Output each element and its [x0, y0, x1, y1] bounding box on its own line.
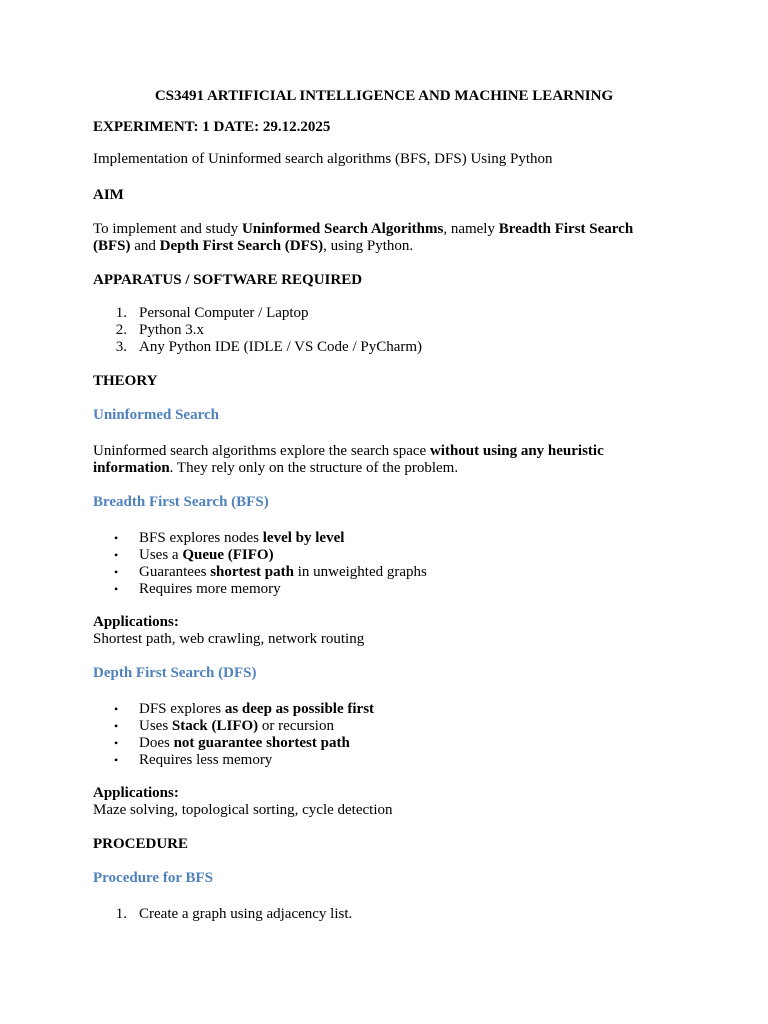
procedure-bfs-heading: Procedure for BFS: [93, 870, 213, 886]
procedure-heading: PROCEDURE: [93, 836, 189, 852]
bullet-text: Does: [139, 735, 174, 751]
dfs-applications-text: Maze solving, topological sorting, cycle detection: [93, 802, 393, 818]
bullet-bold: Queue (FIFO): [182, 547, 274, 563]
uninformed-line-1: [93, 443, 604, 460]
bullet-text: Uses a: [139, 547, 183, 563]
list-item: [139, 735, 350, 752]
list-item: [139, 701, 374, 718]
experiment-line: EXPERIMENT: 1 DATE: 29.12.2025: [93, 119, 331, 135]
aim-bold-term: Breadth First Search: [498, 221, 634, 237]
theory-heading: THEORY: [93, 373, 158, 389]
bullet-bold: shortest path: [210, 564, 294, 580]
bullet-icon: •: [114, 753, 119, 767]
bullet-bold: Stack (LIFO): [171, 718, 259, 734]
list-item: [139, 581, 281, 598]
bullet-text: in unweighted graphs: [293, 564, 427, 580]
theory-text: Uninformed search algorithms explore the search space: [93, 443, 430, 459]
uninformed-search-heading: Uninformed Search: [93, 407, 219, 423]
bullet-text: Uses: [139, 718, 172, 734]
bullet-icon: •: [114, 736, 119, 750]
bfs-applications-label: Applications:: [93, 614, 179, 630]
list-item: Any Python IDE (IDLE / VS Code / PyCharm): [139, 339, 423, 355]
bullet-icon: •: [114, 719, 119, 733]
list-item: [139, 530, 344, 547]
list-item: [139, 547, 274, 564]
bullet-bold: not guarantee shortest path: [173, 735, 350, 751]
aim-line-1: [93, 221, 633, 238]
uninformed-line-2: [93, 460, 458, 477]
bullet-icon: •: [114, 548, 119, 562]
list-number: 1.: [115, 305, 127, 321]
theory-text: . They rely only on the structure of the problem.: [169, 460, 459, 476]
course-title: CS3491 ARTIFICIAL INTELLIGENCE AND MACHINE LEARNING: [154, 88, 614, 104]
bullet-text: Requires more memory: [139, 581, 281, 597]
aim-line-2: [93, 238, 413, 255]
list-item: Python 3.x: [139, 322, 205, 338]
theory-bold-term: without using any heuristic: [429, 443, 604, 459]
list-item: [139, 752, 272, 769]
list-number: 1.: [115, 906, 127, 922]
bullet-icon: •: [114, 531, 119, 545]
bfs-heading: Breadth First Search (BFS): [93, 494, 269, 510]
aim-bold-term: (BFS): [93, 238, 131, 254]
aim-text: , using Python.: [323, 238, 414, 254]
aim-text: , namely: [443, 221, 499, 237]
bullet-icon: •: [114, 565, 119, 579]
experiment-subtitle: Implementation of Uninformed search algorithms (BFS, DFS) Using Python: [93, 151, 553, 167]
dfs-heading: Depth First Search (DFS): [93, 665, 257, 681]
list-item: [139, 718, 334, 735]
bullet-text: DFS explores: [139, 701, 225, 717]
bullet-icon: •: [114, 582, 119, 596]
aim-bold-term: Depth First Search (DFS): [159, 238, 324, 254]
bullet-bold: level by level: [262, 530, 345, 546]
list-item: Create a graph using adjacency list.: [139, 906, 353, 922]
aim-bold-term: Uninformed Search Algorithms: [241, 221, 444, 237]
list-number: 3.: [115, 339, 127, 355]
bfs-applications-text: Shortest path, web crawling, network routing: [93, 631, 365, 647]
bullet-text: Guarantees: [139, 564, 211, 580]
theory-bold-term: information: [93, 460, 170, 476]
dfs-applications-label: Applications:: [93, 785, 179, 801]
bullet-text: BFS explores nodes: [139, 530, 263, 546]
aim-text: To implement and study: [93, 221, 242, 237]
bullet-icon: •: [114, 702, 119, 716]
list-item: [139, 564, 427, 581]
bullet-text: or recursion: [258, 718, 334, 734]
list-number: 2.: [115, 322, 127, 338]
bullet-text: Requires less memory: [139, 752, 273, 768]
bullet-bold: as deep as possible first: [224, 701, 375, 717]
aim-heading: AIM: [93, 187, 124, 203]
list-item: Personal Computer / Laptop: [139, 305, 309, 321]
aim-text: and: [130, 238, 160, 254]
apparatus-heading: APPARATUS / SOFTWARE REQUIRED: [93, 272, 363, 288]
